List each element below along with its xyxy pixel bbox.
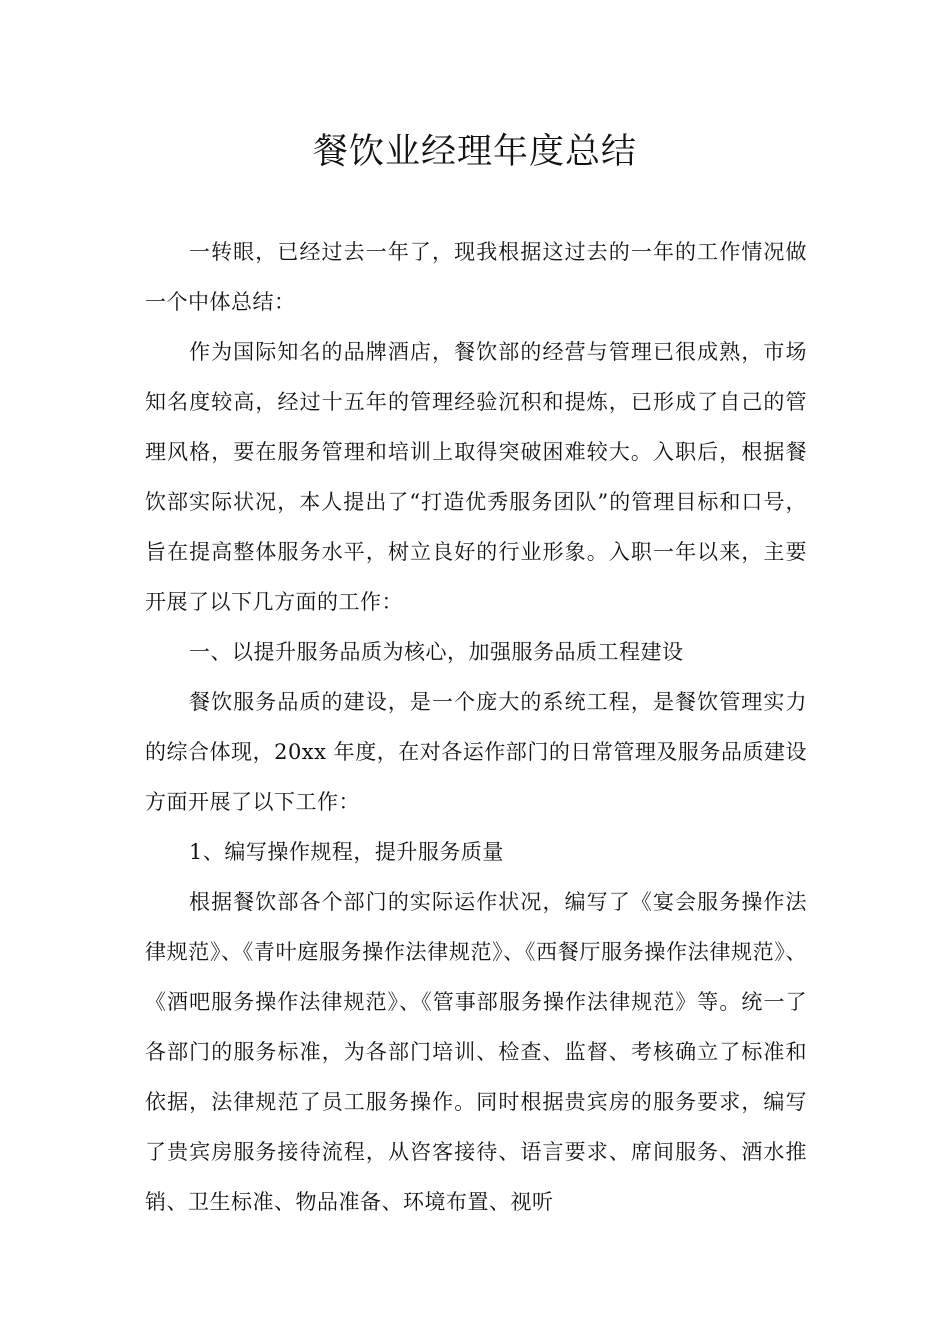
paragraph-intro: 一转眼，已经过去一年了，现我根据这过去的一年的工作情况做一个中体总结： xyxy=(145,240,807,314)
subsection-heading-1: 1、编写操作规程，提升服务质量 xyxy=(189,840,504,864)
section-heading-1: 一、以提升服务品质为核心，加强服务品质工程建设 xyxy=(189,640,684,664)
paragraph-operating-rules: 根据餐饮部各个部门的实际运作状况，编写了《宴会服务操作法律规范》、《青叶庭服务操作法律规范》、《西餐厅服务操作法律规范》、《酒吧服务操作法律规范》、《管事部服务操作法律规范》等。统一了各部门的服务标准，为各部门培训、检查、监督、考核确立了标准和依据，法律规范了员工服务操作。同时根据贵宾房的服务要求，编写了贵宾房服务接待流程，从咨客接待、语言要求、席间服务、酒水推销、卫生标准、物品准备、环境布置、视听 xyxy=(145,890,807,1214)
document-title: 餐饮业经理年度总结 xyxy=(312,132,637,172)
document-body xyxy=(145,227,807,1227)
paragraph-background: 作为国际知名的品牌酒店，餐饮部的经营与管理已很成熟，市场知名度较高，经过十五年的管理经验沉积和提炼，已形成了自己的管理风格，要在服务管理和培训上取得突破困难较大。入职后，根据餐饮部实际状况，本人提出了“打造优秀服务团队”的管理目标和口号，旨在提高整体服务水平，树立良好的行业形象。入职一年以来，主要开展了以下几方面的工作： xyxy=(145,340,807,614)
paragraph-service-quality: 餐饮服务品质的建设，是一个庞大的系统工程，是餐饮管理实力的综合体现，20xx 年度，在对各运作部门的日常管理及服务品质建设方面开展了以下工作： xyxy=(145,690,807,814)
